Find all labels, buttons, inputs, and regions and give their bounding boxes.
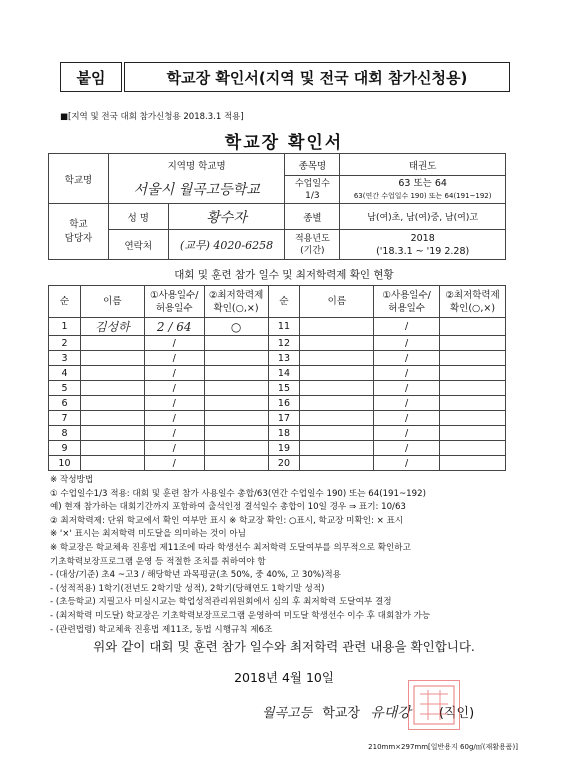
participation-table bbox=[48, 285, 506, 471]
row-name bbox=[300, 396, 374, 411]
row-check bbox=[440, 456, 506, 471]
row-no: 12 bbox=[268, 336, 300, 351]
row-name bbox=[300, 456, 374, 471]
official-seal-label: (직인) bbox=[438, 706, 475, 721]
row-no: 17 bbox=[268, 411, 300, 426]
row-no: 5 bbox=[49, 381, 81, 396]
year-period: ('18.3.1 ~ '19 2.28) bbox=[376, 245, 470, 257]
seal-pattern-icon bbox=[412, 684, 456, 726]
row-no: 6 bbox=[49, 396, 81, 411]
signature-label: 학교장 bbox=[322, 706, 361, 721]
page-title: 학교장 확인서 bbox=[224, 133, 344, 153]
staff-label-2: 담당자 bbox=[64, 232, 93, 244]
col-days-left bbox=[144, 286, 204, 318]
row-no: 11 bbox=[268, 318, 300, 336]
col-days-left-1: ①사용일수/ bbox=[149, 289, 199, 301]
row-days: / bbox=[374, 456, 440, 471]
table-row bbox=[49, 336, 506, 351]
info-table bbox=[48, 153, 506, 260]
row-name bbox=[80, 336, 144, 351]
region-school-label: 지역명 학교명 bbox=[108, 154, 285, 176]
row-check bbox=[440, 351, 506, 366]
row-check bbox=[440, 336, 506, 351]
table-row bbox=[49, 351, 506, 366]
confirmation-statement: 위와 같이 대회 및 훈련 참가 일수와 최저학력 관련 내용을 확인합니다. bbox=[93, 639, 475, 654]
document-header-title: 학교장 확인서(지역 및 전국 대회 참가신청용) bbox=[124, 62, 510, 92]
year-value: 2018 bbox=[410, 232, 435, 244]
row-name bbox=[300, 366, 374, 381]
row-no: 3 bbox=[49, 351, 81, 366]
row-check bbox=[204, 411, 268, 426]
row-name bbox=[80, 366, 144, 381]
row-check bbox=[204, 336, 268, 351]
row-no: 14 bbox=[268, 366, 300, 381]
row-days: / bbox=[374, 336, 440, 351]
contact-label: 연락처 bbox=[108, 230, 168, 260]
row-days: 2 / 64 bbox=[144, 318, 204, 336]
writing-instructions bbox=[50, 474, 520, 637]
contact-value-cell bbox=[168, 230, 285, 260]
col-days-right-1: ①사용일수/ bbox=[382, 289, 431, 301]
table-row bbox=[49, 411, 506, 426]
instruction-line: - (초등학교) 지필고사 미실시교는 학업성적관리위원회에서 심의 후 최저학력 도달여부 결정 bbox=[50, 597, 392, 608]
row-name bbox=[300, 336, 374, 351]
year-label-1: 적용년도 bbox=[294, 233, 330, 244]
row-no: 8 bbox=[49, 426, 81, 441]
row-days: / bbox=[144, 456, 204, 471]
row-name bbox=[80, 351, 144, 366]
attachment-tag: 붙임 bbox=[60, 62, 122, 92]
row-no: 1 bbox=[49, 318, 81, 336]
row-no: 13 bbox=[268, 351, 300, 366]
row-no: 2 bbox=[49, 336, 81, 351]
row-no: 7 bbox=[49, 411, 81, 426]
instruction-line: ※ 학교장은 학교체육 진흥법 제11조에 따라 학생선수 최저학력 도달여부를 의무적으로 확인하고 bbox=[50, 542, 411, 553]
class-days-label-2: 1/3 bbox=[305, 190, 320, 201]
row-days: / bbox=[144, 336, 204, 351]
year-cell bbox=[340, 230, 506, 260]
col-ach-right-2: 확인(○,×) bbox=[450, 302, 496, 314]
row-name bbox=[300, 318, 374, 336]
col-days-right bbox=[374, 286, 440, 318]
table-row bbox=[49, 366, 506, 381]
instruction-line: ※ '×' 표시는 최저학력 미도달을 의미하는 것이 아님 bbox=[50, 529, 246, 540]
school-label: 학교명 bbox=[49, 154, 109, 204]
row-check bbox=[204, 441, 268, 456]
row-no: 18 bbox=[268, 426, 300, 441]
event-value: 태권도 bbox=[340, 154, 506, 176]
row-days: / bbox=[144, 396, 204, 411]
instruction-line: - (최저학력 미도달) 학교장은 기초학력보장프로그램 운영하여 미도달 학생선수 이수 후 대회참가 가능 bbox=[50, 610, 431, 621]
row-days: / bbox=[144, 351, 204, 366]
row-check bbox=[440, 441, 506, 456]
col-ach-left-1: ②최저학력제 bbox=[208, 289, 264, 301]
row-no: 15 bbox=[268, 381, 300, 396]
row-check bbox=[440, 396, 506, 411]
table-caption: 대회 및 훈련 참가 일수 및 최저학력제 확인 현황 bbox=[174, 269, 394, 281]
principal-name-handwriting: 유대강 bbox=[370, 705, 411, 721]
contact-handwriting: (교무) 4020-6258 bbox=[180, 238, 274, 252]
row-days: / bbox=[144, 411, 204, 426]
table-row bbox=[49, 318, 506, 336]
table-row bbox=[49, 456, 506, 471]
category-label: 종별 bbox=[285, 204, 340, 230]
col-ach-left bbox=[204, 286, 268, 318]
row-check bbox=[204, 351, 268, 366]
row-days: / bbox=[374, 441, 440, 456]
row-no: 10 bbox=[49, 456, 81, 471]
row-name bbox=[300, 411, 374, 426]
sub-header: ■[지역 및 전국 대회 참가신청용 2018.3.1 적용] bbox=[60, 112, 244, 122]
col-days-right-2: 허용일수 bbox=[388, 302, 425, 314]
row-check bbox=[440, 411, 506, 426]
row-no: 20 bbox=[268, 456, 300, 471]
instruction-line: ※ 작성방법 bbox=[50, 475, 94, 485]
staff-label bbox=[49, 204, 109, 260]
row-days: / bbox=[144, 426, 204, 441]
row-check bbox=[204, 381, 268, 396]
instruction-line: - (성적적용) 1학기(전년도 2학기말 성적), 2학기(당해연도 1학기말 성적) bbox=[50, 583, 325, 594]
instruction-line: - (대상/기준) 초4 ~고3 / 해당학년 과목평균(초 50%, 중 40%, 고 30%)적용 bbox=[50, 570, 341, 581]
row-check bbox=[204, 426, 268, 441]
row-no: 4 bbox=[49, 366, 81, 381]
row-name bbox=[80, 411, 144, 426]
row-check bbox=[440, 426, 506, 441]
row-name bbox=[80, 456, 144, 471]
row-days: / bbox=[374, 381, 440, 396]
row-days: / bbox=[144, 381, 204, 396]
instruction-line: 예) 현재 참가하는 대회기간까지 포함하여 출석인정 결석일수 총합이 10일 경우 ⇒ 표기: 10/63 bbox=[50, 502, 406, 513]
instruction-line: - (관련법령) 학교체육 진흥법 제11조, 동법 시행규칙 제6조 bbox=[50, 624, 273, 635]
col-no-right: 순 bbox=[268, 286, 300, 318]
row-no: 9 bbox=[49, 441, 81, 456]
row-days: / bbox=[374, 411, 440, 426]
row-days: / bbox=[144, 441, 204, 456]
name-label: 성 명 bbox=[108, 204, 168, 230]
col-name-left: 이름 bbox=[80, 286, 144, 318]
row-name bbox=[300, 441, 374, 456]
confirmation-date: 2018년 4월 10일 bbox=[234, 670, 334, 685]
row-name bbox=[300, 426, 374, 441]
category-value: 남(여)초, 남(여)중, 남(여)고 bbox=[340, 204, 506, 230]
row-name bbox=[80, 396, 144, 411]
paper-spec-footer: 210mm×297mm[일반용지 60g/㎡(재활용품)] bbox=[368, 743, 518, 751]
instruction-line: ① 수업일수1/3 적용: 대회 및 훈련 참가 사용일수 총합/63(연간 수업일수 190) 또는 64(191~192) bbox=[50, 488, 426, 499]
row-name bbox=[300, 381, 374, 396]
col-no-left: 순 bbox=[49, 286, 81, 318]
row-check bbox=[204, 456, 268, 471]
class-days-value: 63 또는 64 bbox=[398, 177, 447, 189]
row-name bbox=[80, 426, 144, 441]
staff-label-1: 학교 bbox=[69, 218, 88, 230]
table-row bbox=[49, 381, 506, 396]
row-days: / bbox=[374, 396, 440, 411]
instruction-line: ② 최저학력제: 단위 학교에서 확인 여부만 표시 ※ 학교장 확인: ○표시, 학교장 미확인: × 표시 bbox=[50, 515, 404, 526]
row-days: / bbox=[144, 366, 204, 381]
col-name-right: 이름 bbox=[300, 286, 374, 318]
row-days: / bbox=[374, 318, 440, 336]
staff-name-handwriting: 황수자 bbox=[206, 209, 247, 226]
signature-line bbox=[262, 702, 522, 722]
table-row bbox=[49, 396, 506, 411]
class-days-detail: 63(연간 수업일수 190) 또는 64(191~192) bbox=[353, 191, 492, 200]
class-days-cell bbox=[340, 176, 506, 204]
row-name: 김성하 bbox=[80, 318, 144, 336]
name-value-cell bbox=[168, 204, 285, 230]
row-days: / bbox=[374, 351, 440, 366]
row-check bbox=[204, 366, 268, 381]
row-check bbox=[204, 396, 268, 411]
row-days: / bbox=[374, 426, 440, 441]
col-ach-right-1: ②최저학력제 bbox=[445, 289, 500, 301]
school-handwriting: 서울시 월곡고등학교 bbox=[133, 182, 260, 199]
row-name bbox=[80, 441, 144, 456]
row-check bbox=[440, 381, 506, 396]
instruction-line: 기초학력보장프로그램 운영 등 적절한 조치를 취하여야 함 bbox=[50, 556, 266, 567]
row-days: / bbox=[374, 366, 440, 381]
row-name bbox=[80, 381, 144, 396]
col-ach-left-2: 확인(○,×) bbox=[213, 302, 259, 314]
row-no: 19 bbox=[268, 441, 300, 456]
signature-school-handwriting: 월곡고등 bbox=[262, 706, 313, 721]
school-value bbox=[108, 176, 285, 204]
year-label bbox=[285, 230, 340, 260]
row-check: ○ bbox=[204, 318, 268, 336]
class-days-label bbox=[285, 176, 340, 204]
event-label: 종목명 bbox=[285, 154, 340, 176]
class-days-label-1: 수업일수 bbox=[294, 178, 330, 189]
official-seal-stamp bbox=[408, 680, 460, 730]
year-label-2: (기간) bbox=[300, 245, 325, 256]
table-row bbox=[49, 426, 506, 441]
col-days-left-2: 허용일수 bbox=[155, 302, 193, 314]
row-no: 16 bbox=[268, 396, 300, 411]
table-row bbox=[49, 441, 506, 456]
row-check bbox=[440, 318, 506, 336]
row-check bbox=[440, 366, 506, 381]
row-name bbox=[300, 351, 374, 366]
col-ach-right bbox=[440, 286, 506, 318]
